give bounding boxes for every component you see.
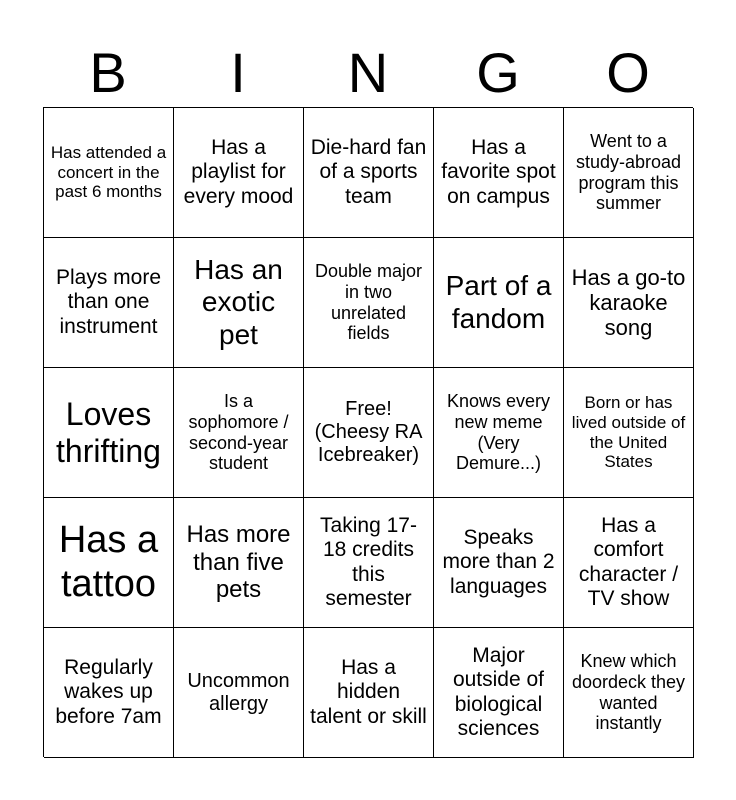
- bingo-cell-r1c4[interactable]: [434, 108, 564, 238]
- header-letter-g: G: [476, 41, 520, 104]
- bingo-cell-r2c4[interactable]: [434, 238, 564, 368]
- cell-text: Has a hidden talent or skill: [310, 656, 427, 728]
- cell-text: Has a tattoo: [58, 518, 159, 605]
- cell-text: Taking 17-18 credits this semester: [320, 514, 417, 610]
- bingo-cell-r5c2[interactable]: [174, 628, 304, 758]
- cell-text: Major outside of biological sciences: [452, 644, 545, 740]
- cell-text: Is a sophomore / second-year student: [188, 391, 289, 474]
- bingo-cell-r1c1[interactable]: [44, 108, 174, 238]
- cell-text: Knew which doordeck they wanted instantly: [571, 651, 686, 734]
- bingo-cell-r3c5[interactable]: [564, 368, 694, 498]
- bingo-cell-r2c1[interactable]: [44, 238, 174, 368]
- bingo-cell-r1c3[interactable]: [304, 108, 434, 238]
- cell-text: Regularly wakes up before 7am: [55, 656, 162, 728]
- cell-text: Speaks more than 2 languages: [442, 526, 555, 598]
- bingo-cell-r1c2[interactable]: [174, 108, 304, 238]
- cell-text: Uncommon allergy: [187, 669, 290, 715]
- cell-text: Part of a fandom: [445, 270, 552, 334]
- bingo-cell-r4c5[interactable]: [564, 498, 694, 628]
- bingo-grid: [43, 107, 693, 757]
- bingo-cell-r3c1[interactable]: [44, 368, 174, 498]
- header-letter-o: O: [606, 41, 650, 104]
- cell-text: Free! (Cheesy RA Icebreaker): [314, 398, 423, 466]
- cell-text: Die-hard fan of a sports team: [310, 136, 427, 208]
- cell-text: Has attended a concert in the past 6 months: [50, 143, 167, 202]
- cell-text: Has an exotic pet: [194, 254, 283, 350]
- cell-text: Has a favorite spot on campus: [441, 136, 556, 208]
- cell-text: Has more than five pets: [186, 521, 291, 604]
- cell-text: Born or has lived outside of the United States: [571, 393, 686, 472]
- bingo-cell-r3c2[interactable]: [174, 368, 304, 498]
- bingo-cell-r5c3[interactable]: [304, 628, 434, 758]
- bingo-cell-r2c3[interactable]: [304, 238, 434, 368]
- bingo-cell-r1c5[interactable]: [564, 108, 694, 238]
- bingo-cell-r4c4[interactable]: [434, 498, 564, 628]
- cell-text: Has a comfort character / TV show: [578, 514, 679, 610]
- bingo-cell-r3c3[interactable]: [304, 368, 434, 498]
- header-letter-i: I: [230, 41, 246, 104]
- cell-text: Went to a study-abroad program this summer: [575, 131, 682, 214]
- bingo-header: [43, 38, 693, 108]
- bingo-cell-r4c1[interactable]: [44, 498, 174, 628]
- cell-text: Plays more than one instrument: [55, 266, 162, 338]
- cell-text: Double major in two unrelated fields: [314, 261, 423, 344]
- bingo-cell-r5c5[interactable]: [564, 628, 694, 758]
- header-letter-n: N: [347, 41, 389, 104]
- header-letter-b: B: [89, 41, 127, 104]
- bingo-cell-r3c4[interactable]: [434, 368, 564, 498]
- bingo-cell-r2c2[interactable]: [174, 238, 304, 368]
- cell-text: Has a playlist for every mood: [183, 136, 294, 208]
- cell-text: Loves thrifting: [56, 395, 161, 469]
- cell-text: Has a go-to karaoke song: [571, 264, 686, 341]
- bingo-cell-r4c3[interactable]: [304, 498, 434, 628]
- bingo-cell-r4c2[interactable]: [174, 498, 304, 628]
- bingo-cell-r5c1[interactable]: [44, 628, 174, 758]
- bingo-cell-r2c5[interactable]: [564, 238, 694, 368]
- cell-text: Knows every new meme (Very Demure...): [446, 391, 551, 474]
- bingo-cell-r5c4[interactable]: [434, 628, 564, 758]
